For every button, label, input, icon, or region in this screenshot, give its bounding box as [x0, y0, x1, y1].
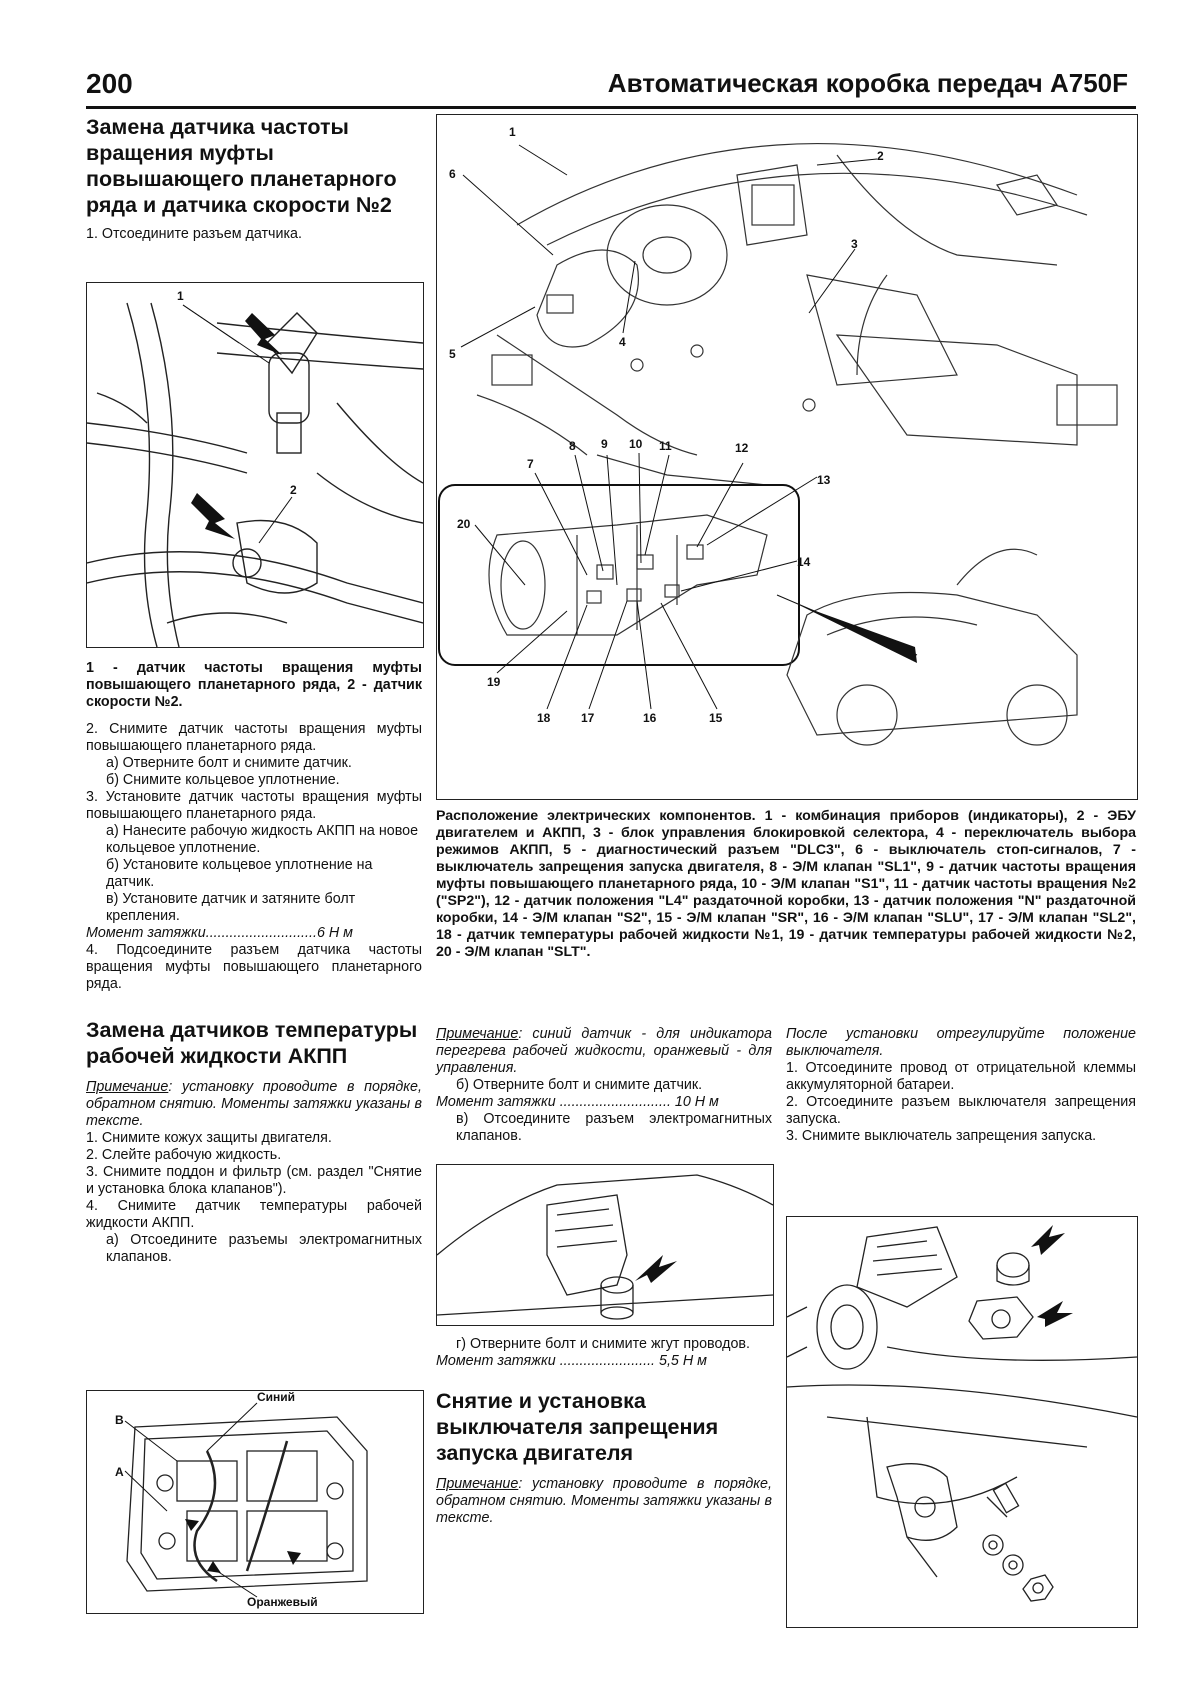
sec1-step2a: а) Отверните болт и снимите датчик. [106, 755, 352, 771]
main-fig-label-14: 14 [797, 555, 811, 569]
main-fig-label-3: 3 [851, 237, 858, 251]
sec2-step1: 1. Снимите кожух защиты двигателя. [86, 1130, 332, 1146]
main-fig-label-9: 9 [601, 437, 608, 451]
main-fig-label-10: 10 [629, 437, 643, 451]
label-b: B [115, 1413, 124, 1427]
main-fig-label-8: 8 [569, 439, 576, 453]
main-fig-label-5: 5 [449, 347, 456, 361]
sec2-step3: 3. Снимите поддон и фильтр (см. раздел "Снятие и установка блока клапанов"). [86, 1164, 422, 1197]
figure-valve-body [86, 1390, 424, 1614]
sec1-step3: 3. Установите датчик частоты вращения муфты повышающего планетарного ряда. [86, 789, 422, 822]
col2-stepg: г) Отверните болт и снимите жгут проводов. [456, 1336, 750, 1352]
label-a: A [115, 1465, 124, 1479]
sec2-note-text: : установку проводите в порядке, обратном снятию. Моменты затяжки указаны в тексте. [86, 1079, 422, 1129]
col2-note [436, 1026, 772, 1077]
sec1-step2: 2. Снимите датчик частоты вращения муфты повышающего планетарного ряда. [86, 721, 422, 754]
col3-step3: 3. Снимите выключатель запрещения запуска. [786, 1128, 1097, 1144]
figure-harness-drawing [437, 1165, 773, 1325]
main-fig-label-20: 20 [457, 517, 471, 531]
figure-electrical-components [436, 114, 1138, 800]
main-fig-label-4: 4 [619, 335, 626, 349]
figure-harness [436, 1164, 774, 1326]
figure-neutral-switch [786, 1216, 1138, 1628]
column-right [786, 1026, 1136, 1145]
sec3-note [436, 1476, 772, 1527]
main-fig-caption: Расположение электрических компонентов. 1 - комбинация приборов (индикаторы), 2 - ЭБУ двигателем и АКПП, 3 - блок управления блокировкой селектора, 4 - переключатель выбора режимов АКПП, 5 - диагностический разъем "DLC3", 6 - выключатель стоп-сигналов, 7 - выключатель запрещения запуска двигателя, 8 - Э/М клапан "SL1", 9 - датчик частоты вращения муфты повышающего планетарного ряда, 10 - Э/М клапан "S1", 11 - датчик частоты вращения №2 ("SP2"), 12 - датчик положения "L4" раздаточной коробки, 13 - датчик положения "N" раздаточной коробки, 14 - Э/М клапан "S2", 15 - Э/М клапан "SR", 16 - Э/М клапан "SLU", 17 - Э/М клапан "SL2", 18 - датчик температуры рабочей жидкости №1, 19 - датчик температуры рабочей жидкости №2, 20 - Э/М клапан "SLT". [436, 808, 1136, 960]
sensor-fig-label-1: 1 [177, 289, 184, 303]
main-fig-label-11: 11 [659, 439, 672, 453]
main-fig-label-1: 1 [509, 125, 516, 139]
page-header [86, 66, 1136, 109]
section-title-neutral-switch: Снятие и установка выключателя запрещения запуска двигателя [436, 1389, 719, 1465]
sec2-note [86, 1079, 422, 1130]
figure-valve-body-drawing [87, 1391, 423, 1613]
sec3-note-label: Примечание [436, 1476, 519, 1492]
sec2-step2: 2. Слейте рабочую жидкость. [86, 1147, 282, 1163]
column-left-lower [86, 660, 422, 1266]
sec1-torque: Момент затяжки............................6 Н м [86, 925, 353, 941]
sec2-step4: 4. Снимите датчик температуры рабочей жидкости АКПП. [86, 1198, 422, 1231]
page-number: 200 [86, 68, 133, 99]
col2-stepv: в) Отсоедините разъем электромагнитных клапанов. [456, 1111, 772, 1144]
page-title: Автоматическая коробка передач A750F [607, 68, 1128, 98]
main-fig-label-6: 6 [449, 167, 456, 181]
main-fig-label-17: 17 [581, 711, 595, 725]
column-middle [436, 1026, 772, 1145]
figure-sensors-drawing [87, 283, 423, 647]
section-title-temp-sensors: Замена датчиков температуры рабочей жидкости АКПП [86, 1018, 418, 1068]
label-blue: Синий [257, 1390, 296, 1404]
col3-step1: 1. Отсоедините провод от отрицательной клеммы аккумуляторной батареи. [786, 1060, 1136, 1093]
sec1-step4: 4. Подсоедините разъем датчика частоты вращения муфты повышающего планетарного ряда. [86, 942, 422, 992]
section-title-sensor-replacement: Замена датчика частоты вращения муфты повышающего планетарного ряда и датчика скорости №2 [86, 115, 397, 217]
col2-note-text: : синий датчик - для индикатора перегрева рабочей жидкости, оранжевый - для управления. [436, 1026, 772, 1076]
figure-electrical-components-drawing [437, 115, 1137, 799]
sec1-step2b: б) Снимите кольцевое уплотнение. [106, 772, 340, 788]
sec1-step3c: в) Установите датчик и затяните болт крепления. [106, 891, 356, 924]
col2-note-label: Примечание [436, 1026, 519, 1042]
label-orange: Оранжевый [247, 1595, 318, 1609]
column-left [86, 114, 422, 243]
main-fig-label-15: 15 [709, 711, 723, 725]
sec1-step3a: а) Нанесите рабочую жидкость АКПП на новое кольцевое уплотнение. [106, 823, 419, 856]
sec1-step3b: б) Установите кольцевое уплотнение на датчик. [106, 857, 373, 890]
col2-torque2: Момент затяжки ........................ 5,5 Н м [436, 1353, 707, 1369]
sec3-note-text: : установку проводите в порядке, обратном снятию. Моменты затяжки указаны в тексте. [436, 1476, 772, 1526]
col2-torque1: Момент затяжки ............................ 10 Н м [436, 1094, 719, 1110]
col3-note: После установки отрегулируйте положение выключателя. [786, 1026, 1136, 1059]
figure-sensors [86, 282, 424, 648]
main-fig-label-7: 7 [527, 457, 534, 471]
main-fig-label-18: 18 [537, 711, 551, 725]
sensor-fig-label-2: 2 [290, 483, 297, 497]
col2-stepb: б) Отверните болт и снимите датчик. [456, 1077, 703, 1093]
main-fig-label-13: 13 [817, 473, 831, 487]
main-fig-label-2: 2 [877, 149, 884, 163]
main-fig-label-12: 12 [735, 441, 749, 455]
col3-step2: 2. Отсоедините разъем выключателя запрещения запуска. [786, 1094, 1136, 1127]
figure-neutral-switch-drawing [787, 1217, 1137, 1627]
sec2-note-label: Примечание [86, 1079, 169, 1095]
sensor-fig-caption: 1 - датчик частоты вращения муфты повышающего планетарного ряда, 2 - датчик скорости №2. [86, 660, 422, 710]
main-fig-label-19: 19 [487, 675, 501, 689]
sec2-step4a: а) Отсоедините разъемы электромагнитных клапанов. [106, 1232, 422, 1265]
main-fig-label-16: 16 [643, 711, 657, 725]
column-middle-lower [436, 1336, 772, 1527]
sec1-step1: 1. Отсоедините разъем датчика. [86, 226, 302, 242]
